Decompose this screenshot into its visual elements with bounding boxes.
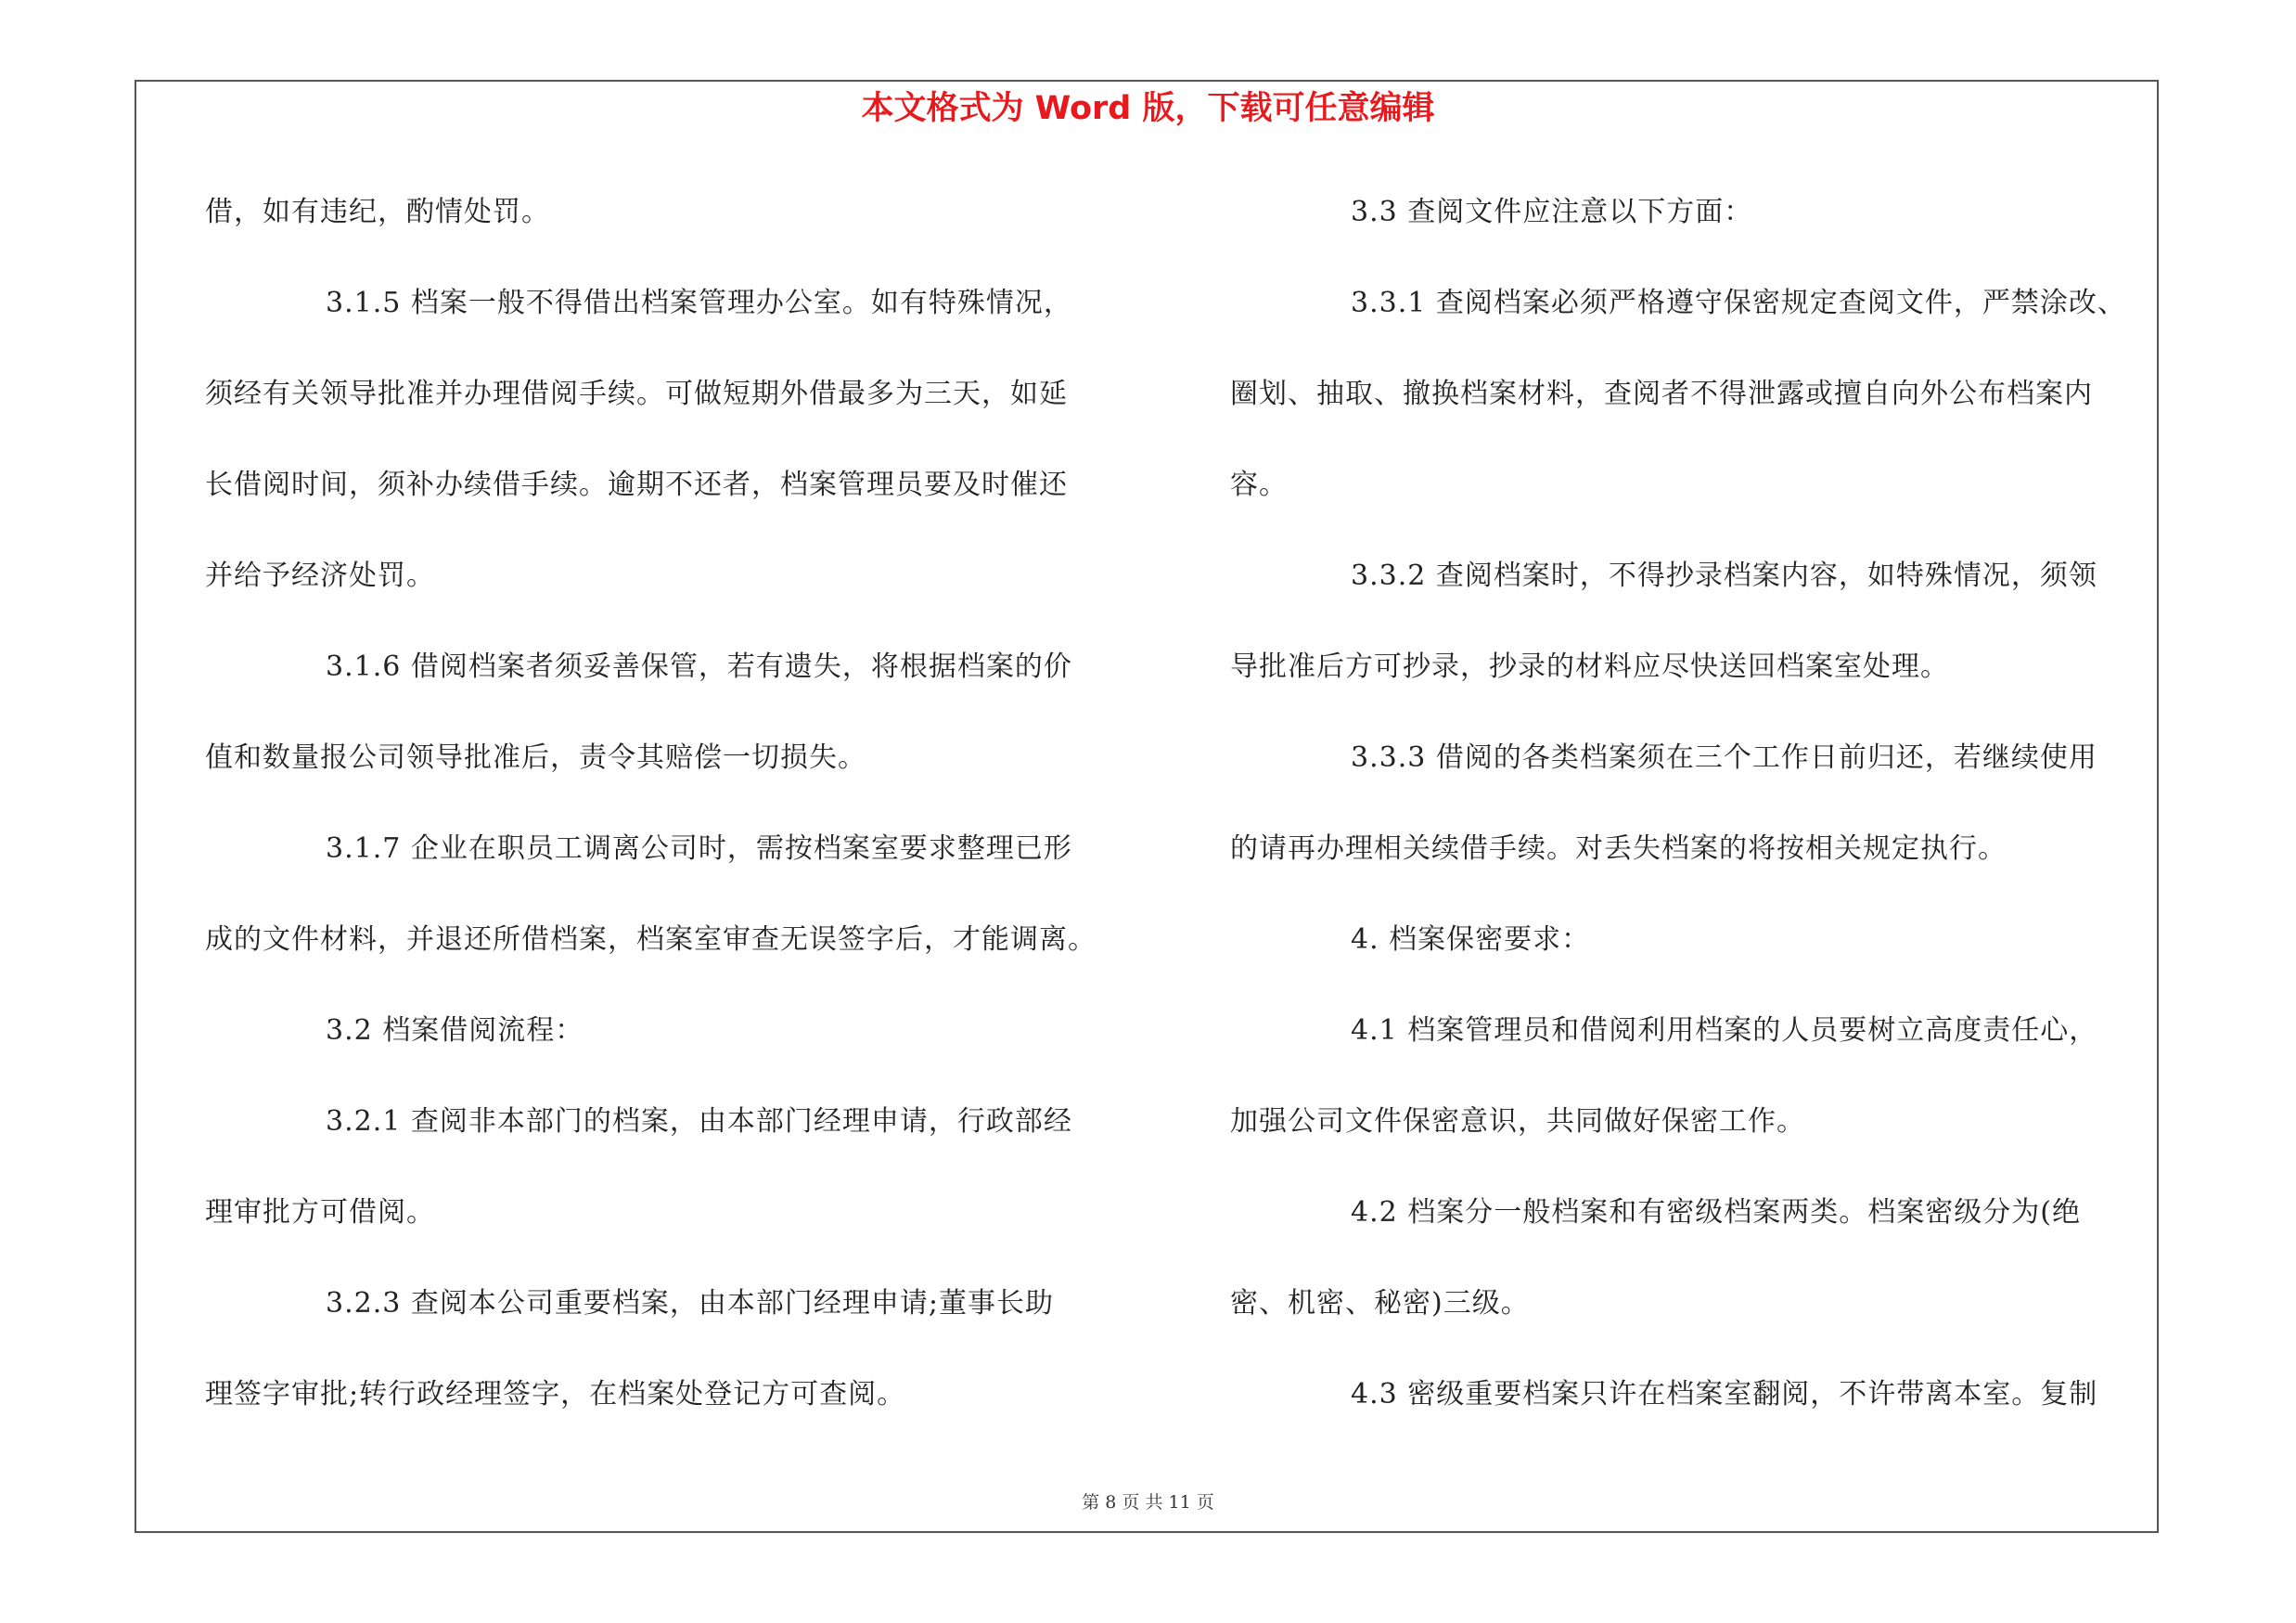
paragraph-line: 的请再办理相关续借手续。对丢失档案的将按相关规定执行。 bbox=[1230, 832, 2007, 865]
paragraph-line: 加强公司文件保密意识，共同做好保密工作。 bbox=[1230, 1105, 1805, 1138]
right-text-column bbox=[1230, 185, 2158, 1458]
paragraph-line: 3.3.2 查阅档案时，不得抄录档案内容，如特殊情况，须领 bbox=[1351, 560, 2097, 592]
paragraph-line: 容。 bbox=[1230, 469, 1288, 501]
section-heading: 3.3 查阅文件应注意以下方面： bbox=[1351, 196, 1753, 228]
paragraph-line: 3.1.5 档案一般不得借出档案管理办公室。如有特殊情况， bbox=[326, 287, 1072, 319]
paragraph-line: 圈划、抽取、撤换档案材料，查阅者不得泄露或擅自向外公布档案内 bbox=[1230, 378, 2093, 410]
page-number-footer: 第 8 页 共 11 页 bbox=[1082, 1492, 1214, 1513]
paragraph-line: 4.1 档案管理员和借阅利用档案的人员要树立高度责任心， bbox=[1351, 1014, 2098, 1047]
word-format-banner: 本文格式为 Word 版，下载可任意编辑 bbox=[861, 90, 1435, 127]
paragraph-line: 3.1.6 借阅档案者须妥善保管，若有遗失，将根据档案的价 bbox=[326, 650, 1072, 683]
paragraph-line: 4.2 档案分一般档案和有密级档案两类。档案密级分为(绝 bbox=[1351, 1196, 2081, 1229]
paragraph-line: 并给予经济处罚。 bbox=[205, 560, 435, 592]
paragraph-line: 导批准后方可抄录，抄录的材料应尽快送回档案室处理。 bbox=[1230, 650, 1949, 683]
section-heading: 4. 档案保密要求： bbox=[1351, 923, 1591, 956]
paragraph-line: 成的文件材料，并退还所借档案，档案室审查无误签字后，才能调离。 bbox=[205, 923, 1097, 956]
paragraph-line: 密、机密、秘密)三级。 bbox=[1230, 1287, 1530, 1320]
paragraph-line: 理审批方可借阅。 bbox=[205, 1196, 435, 1229]
paragraph-line: 借，如有违纪，酌情处罚。 bbox=[205, 196, 550, 228]
paragraph-line: 3.3.3 借阅的各类档案须在三个工作日前归还，若继续使用 bbox=[1351, 741, 2097, 774]
paragraph-line: 3.1.7 企业在职员工调离公司时，需按档案室要求整理已形 bbox=[326, 832, 1072, 865]
paragraph-line: 3.3.1 查阅档案必须严格遵守保密规定查阅文件，严禁涂改、 bbox=[1351, 287, 2126, 319]
left-text-column bbox=[205, 185, 1133, 1458]
paragraph-line: 理签字审批;转行政经理签字，在档案处登记方可查阅。 bbox=[205, 1378, 906, 1410]
paragraph-line: 值和数量报公司领导批准后，责令其赔偿一切损失。 bbox=[205, 741, 866, 774]
paragraph-line: 4.3 密级重要档案只许在档案室翻阅，不许带离本室。复制 bbox=[1351, 1378, 2098, 1410]
paragraph-line: 长借阅时间，须补办续借手续。逾期不还者，档案管理员要及时催还 bbox=[205, 469, 1068, 501]
section-heading: 3.2 档案借阅流程： bbox=[326, 1014, 584, 1047]
paragraph-line: 3.2.1 查阅非本部门的档案，由本部门经理申请，行政部经 bbox=[326, 1105, 1072, 1138]
paragraph-line: 3.2.3 查阅本公司重要档案，由本部门经理申请;董事长助 bbox=[326, 1287, 1054, 1320]
paragraph-line: 须经有关领导批准并办理借阅手续。可做短期外借最多为三天，如延 bbox=[205, 378, 1068, 410]
